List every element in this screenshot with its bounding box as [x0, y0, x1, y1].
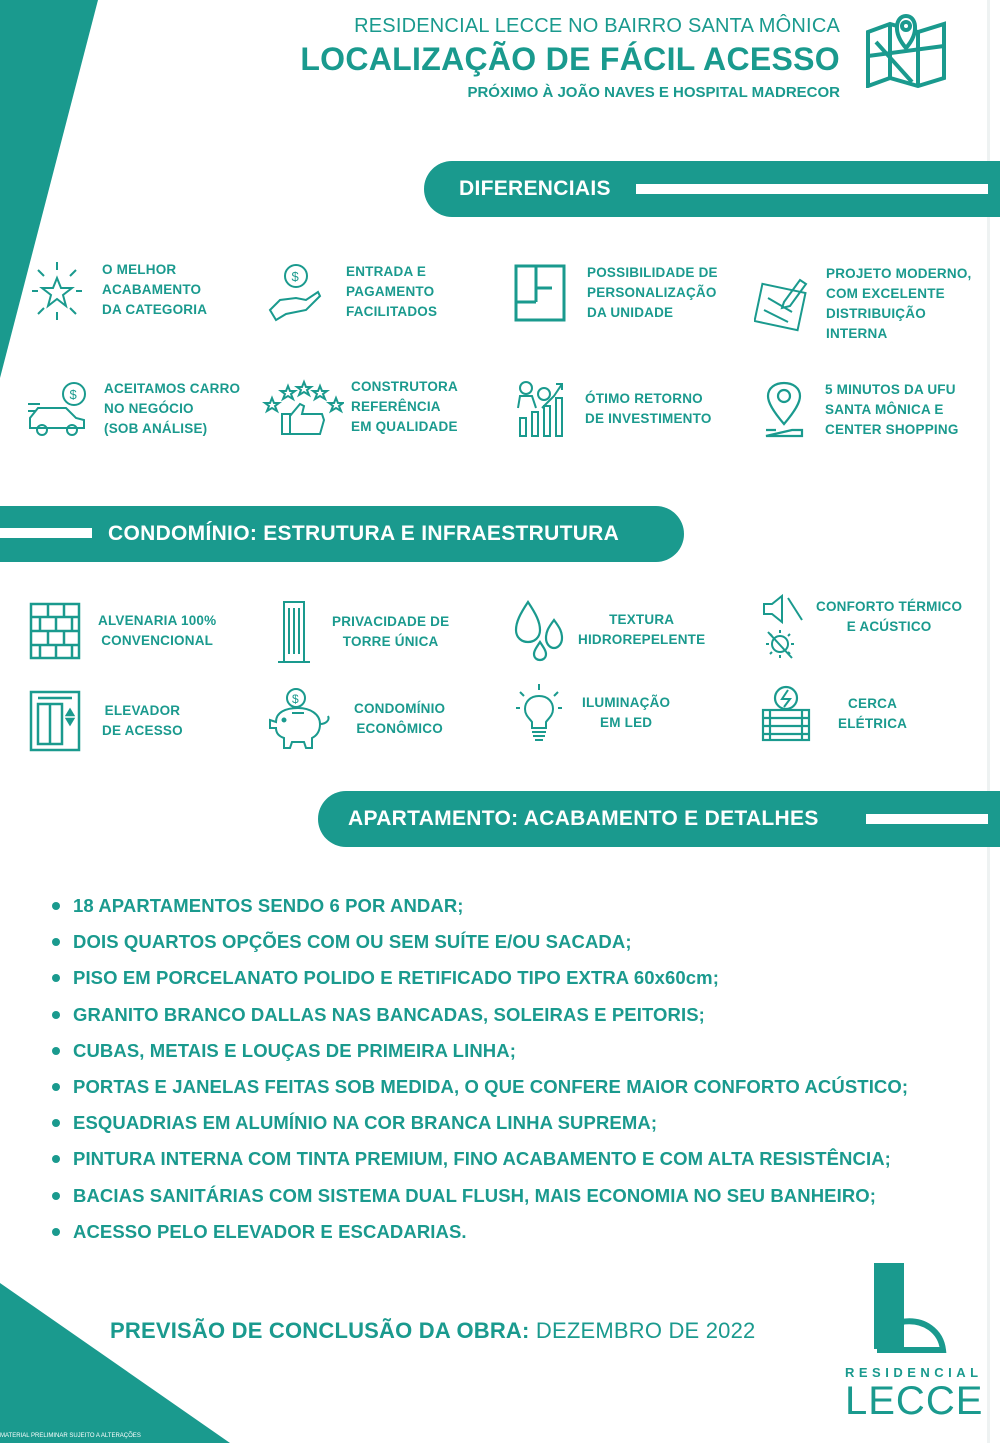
- feature-acabamento: [28, 258, 207, 322]
- feature-line: E ACÚSTICO: [846, 619, 932, 634]
- list-item-text: GRANITO BRANCO DALLAS NAS BANCADAS, SOLEIRAS E PEITORIS;: [73, 1003, 705, 1025]
- location-pin-icon: [762, 380, 806, 440]
- feature-line: CONSTRUTORA: [351, 379, 458, 394]
- list-item-text: DOIS QUARTOS OPÇÕES COM OU SEM SUÍTE E/OU SACADA;: [73, 931, 632, 953]
- svg-text:$: $: [291, 269, 299, 284]
- car-money-icon: [26, 378, 90, 440]
- feature-line: TEXTURA: [609, 612, 675, 627]
- feature-localizacao: [762, 380, 959, 440]
- feature-line: DISTRIBUIÇÃO: [826, 306, 926, 321]
- feature-text: [826, 264, 971, 344]
- feature-torre: [276, 598, 449, 666]
- feature-iluminacao: [514, 682, 670, 744]
- feature-line: SANTA MÔNICA E: [825, 402, 944, 417]
- feature-textura: [512, 598, 705, 662]
- list-item: [52, 960, 908, 996]
- corner-triangle-bottom-left: [0, 1283, 230, 1443]
- svg-text:$: $: [69, 387, 77, 402]
- logo-bottom-text: LECCE: [845, 1379, 984, 1423]
- list-item-text: PINTURA INTERNA COM TINTA PREMIUM, FINO ACABAMENTO E COM ALTA RESISTÊNCIA;: [73, 1148, 891, 1170]
- feature-line: ELÉTRICA: [838, 716, 908, 731]
- feature-alvenaria: [28, 600, 216, 662]
- list-item-text: 18 APARTAMENTOS SENDO 6 POR ANDAR;: [73, 895, 464, 917]
- corner-triangle-top-left: [0, 0, 100, 380]
- list-item-text: PORTAS E JANELAS FEITAS SOB MEDIDA, O QUE CONFERE MAIOR CONFORTO ACÚSTICO;: [73, 1076, 909, 1098]
- feature-carro: [26, 378, 240, 440]
- feature-text: [585, 389, 712, 429]
- map-pin-icon: [862, 12, 950, 88]
- feature-economico: [266, 686, 445, 752]
- feature-line: DA CATEGORIA: [102, 302, 208, 317]
- section-bar-condominio: [0, 506, 684, 562]
- bullet-icon: [52, 1228, 60, 1236]
- feature-text: [838, 694, 907, 734]
- feature-projeto: [754, 264, 971, 344]
- feature-text: [104, 379, 240, 439]
- feature-line: ECONÔMICO: [356, 721, 443, 736]
- blueprint-pencil-icon: [754, 272, 808, 336]
- electric-fence-icon: [760, 684, 812, 744]
- feature-line: DA UNIDADE: [587, 305, 674, 320]
- feature-line: CERCA: [848, 696, 898, 711]
- feature-line: DE ACESSO: [102, 723, 183, 738]
- feature-line: CONDOMÍNIO: [354, 701, 446, 716]
- feature-line: REFERÊNCIA: [351, 399, 441, 414]
- list-item: [52, 1178, 908, 1214]
- bullet-icon: [52, 1119, 60, 1127]
- feature-construtora: [262, 376, 458, 438]
- list-item: [52, 888, 908, 924]
- feature-line: (SOB ANÁLISE): [104, 421, 208, 436]
- list-item-text: BACIAS SANITÁRIAS COM SISTEMA DUAL FLUSH, MAIS ECONOMIA NO SEU BANHEIRO;: [73, 1184, 877, 1206]
- feature-line: HIDROREPELENTE: [578, 632, 706, 647]
- feature-line: ELEVADOR: [104, 703, 181, 718]
- feature-line: COM EXCELENTE: [826, 286, 945, 301]
- feature-line: PROJETO MODERNO,: [826, 266, 972, 281]
- feature-line: 5 MINUTOS DA UFU: [825, 382, 956, 397]
- feature-text: [102, 701, 183, 741]
- feature-conforto: [760, 592, 962, 666]
- sound-sun-icon: [760, 592, 806, 666]
- feature-line: EM QUALIDADE: [351, 419, 458, 434]
- floorplan-icon: [512, 262, 568, 324]
- header-subtitle: RESIDENCIAL LECCE NO BAIRRO SANTA MÔNICA: [354, 15, 840, 37]
- section-title-condominio: CONDOMÍNIO: ESTRUTURA E INFRAESTRUTURA: [108, 522, 620, 545]
- list-item: [52, 997, 908, 1033]
- bullet-icon: [52, 938, 60, 946]
- apartment-features-list: [52, 888, 908, 1250]
- feature-cerca: [760, 684, 907, 744]
- feature-line: EM LED: [600, 715, 653, 730]
- list-item: [52, 1069, 908, 1105]
- feature-line: POSSIBILIDADE DE: [587, 265, 718, 280]
- feature-text: [816, 597, 962, 637]
- feature-line: ACEITAMOS CARRO: [104, 381, 241, 396]
- light-bulb-icon: [514, 682, 564, 744]
- fine-print: MATERIAL PRELIMINAR SUJEITO A ALTERAÇÕES: [0, 1433, 141, 1439]
- tower-building-icon: [276, 598, 312, 666]
- list-item: [52, 1105, 908, 1141]
- bar-line-diferenciais: [636, 184, 988, 194]
- feature-line: ACABAMENTO: [102, 282, 202, 297]
- hand-money-icon: [266, 262, 322, 322]
- bar-line-condominio: [0, 528, 92, 538]
- bullet-icon: [52, 1083, 60, 1091]
- feature-text: [354, 699, 445, 739]
- bullet-icon: [52, 902, 60, 910]
- svg-text:$: $: [292, 692, 299, 706]
- bullet-icon: [52, 1011, 60, 1019]
- list-item-text: ESQUADRIAS EM ALUMÍNIO NA COR BRANCA LINHA SUPREMA;: [73, 1112, 658, 1134]
- feature-line: CONVENCIONAL: [101, 633, 214, 648]
- feature-retorno: [514, 378, 712, 440]
- feature-text: [587, 263, 718, 323]
- feature-text: [351, 377, 458, 437]
- feature-text: [582, 693, 670, 733]
- feature-line: ÓTIMO RETORNO: [585, 391, 703, 406]
- header-title: LOCALIZAÇÃO DE FÁCIL ACESSO: [300, 41, 840, 77]
- feature-text: [578, 610, 705, 650]
- list-item-text: PISO EM PORCELANATO POLIDO E RETIFICADO TIPO EXTRA 60x60cm;: [73, 967, 719, 989]
- section-title-apartamento: APARTAMENTO: ACABAMENTO E DETALHES: [348, 807, 819, 830]
- elevator-icon: [28, 688, 82, 754]
- list-item: [52, 924, 908, 960]
- feature-elevador: [28, 688, 183, 754]
- feature-line: CONFORTO TÉRMICO: [816, 599, 963, 614]
- feature-line: DE INVESTIMENTO: [585, 411, 712, 426]
- feature-line: PERSONALIZAÇÃO: [587, 285, 717, 300]
- list-item: [52, 1141, 908, 1177]
- lecce-logo-mark-icon: [845, 1262, 975, 1358]
- section-title-diferenciais: DIFERENCIAIS: [459, 177, 611, 200]
- piggy-bank-icon: [266, 686, 334, 752]
- thumbs-up-stars-icon: [262, 376, 344, 438]
- completion-date: DEZEMBRO DE 2022: [535, 1318, 756, 1343]
- list-item-text: ACESSO PELO ELEVADOR E ESCADARIAS.: [73, 1220, 467, 1242]
- water-drops-icon: [512, 598, 568, 662]
- list-item-text: CUBAS, METAIS E LOUÇAS DE PRIMEIRA LINHA;: [73, 1039, 516, 1061]
- feature-text: [346, 262, 437, 322]
- bullet-icon: [52, 1155, 60, 1163]
- bar-line-apartamento: [866, 814, 988, 824]
- feature-line: ALVENARIA 100%: [98, 613, 217, 628]
- feature-line: ILUMINAÇÃO: [582, 695, 671, 710]
- feature-line: TORRE ÚNICA: [342, 634, 439, 649]
- list-item: [52, 1033, 908, 1069]
- list-item: [52, 1214, 908, 1250]
- bullet-icon: [52, 974, 60, 982]
- feature-line: ENTRADA E: [346, 264, 427, 279]
- feature-personalizacao: [512, 262, 718, 324]
- bullet-icon: [52, 1047, 60, 1055]
- completion-forecast: [110, 1318, 755, 1344]
- feature-pagamento: [266, 262, 437, 322]
- feature-line: INTERNA: [826, 326, 888, 341]
- header-tagline: PRÓXIMO À JOÃO NAVES E HOSPITAL MADRECOR: [467, 84, 840, 101]
- feature-line: NO NEGÓCIO: [104, 401, 194, 416]
- completion-label: PREVISÃO DE CONCLUSÃO DA OBRA:: [110, 1318, 530, 1343]
- brick-wall-icon: [28, 600, 82, 662]
- header: [300, 12, 840, 104]
- feature-line: CENTER SHOPPING: [825, 422, 959, 437]
- feature-text: [98, 611, 216, 651]
- logo-top-text: RESIDENCIAL: [845, 1365, 983, 1380]
- feature-line: PRIVACIDADE DE: [332, 614, 450, 629]
- residencial-lecce-logo: [845, 1262, 984, 1423]
- feature-text: [102, 260, 207, 320]
- bullet-icon: [52, 1192, 60, 1200]
- feature-line: FACILITADOS: [346, 304, 438, 319]
- feature-text: [825, 380, 959, 440]
- sparkle-star-icon: [28, 258, 86, 322]
- investment-growth-icon: [514, 378, 568, 440]
- feature-text: [332, 612, 449, 652]
- feature-line: PAGAMENTO: [346, 284, 435, 299]
- feature-line: O MELHOR: [102, 262, 177, 277]
